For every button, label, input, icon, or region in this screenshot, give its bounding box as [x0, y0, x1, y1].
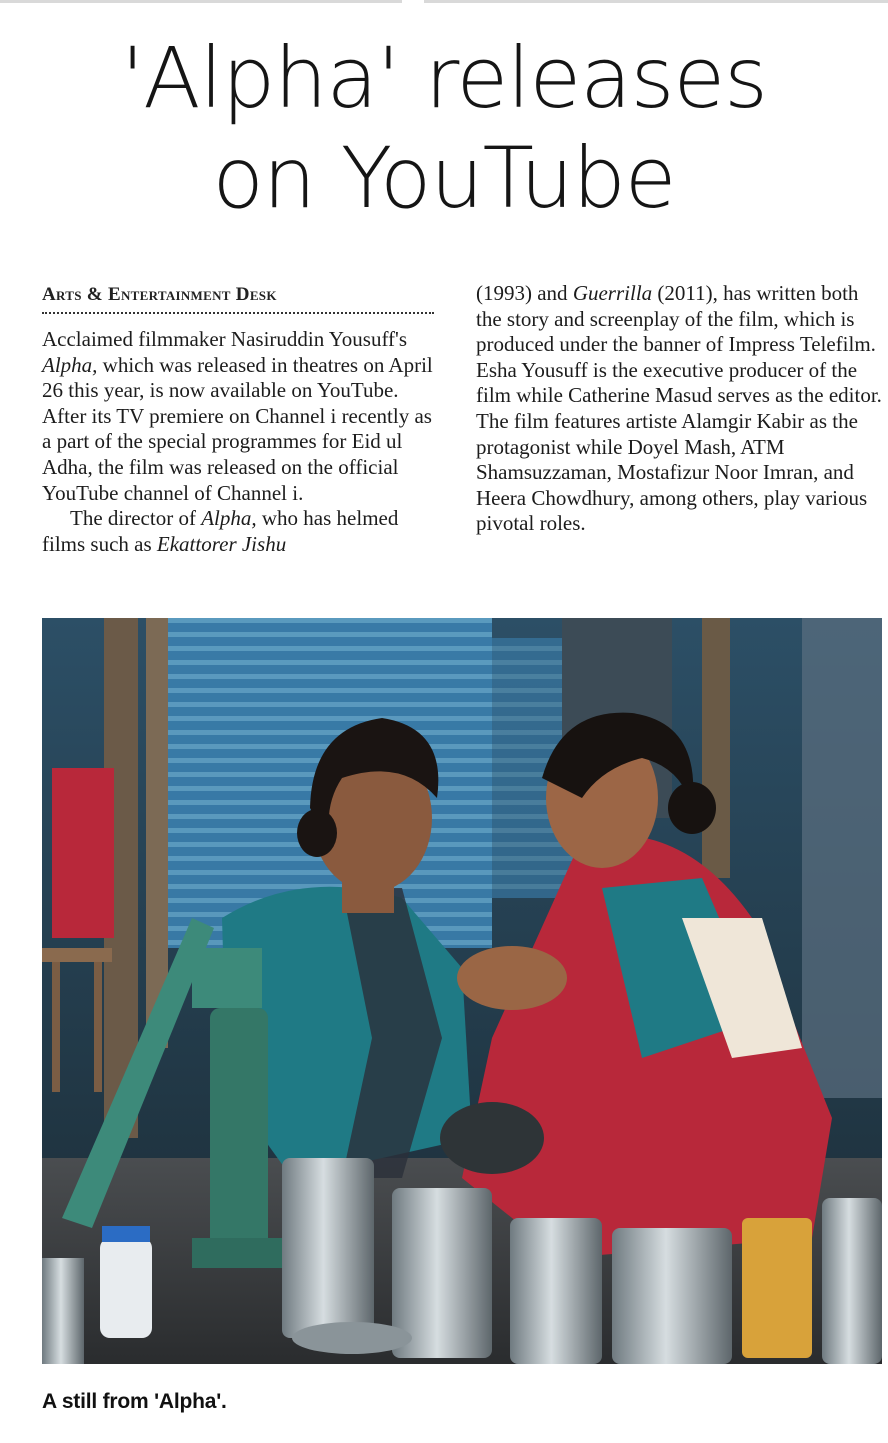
film-title: Alpha, [201, 506, 257, 531]
headline [0, 28, 888, 228]
headline-line-1: 'Alpha' releases [121, 29, 767, 127]
film-still-photo [42, 618, 882, 1364]
film-title: Alpha, [42, 352, 98, 377]
top-rule-right [424, 0, 888, 3]
film-title: Guerrilla [572, 281, 653, 305]
headline-line-2: on YouTube [212, 129, 676, 227]
paragraph-1: Acclaimed filmmaker Nasiruddin Yousuff's Alpha, which was released in theatres on April 26 this year, is now available on YouTube. After its TV premiere on Channel i recently as a part of the special programmes for Eid ul Adha, the film was released on the official YouTube channel of Channel i. [42, 327, 433, 505]
paragraph-2: The director of Alpha, who has helmed films such as Ekattorer Jishu [42, 506, 399, 556]
article-column-2 [476, 281, 886, 537]
film-still-illustration [42, 618, 882, 1364]
top-rule-left [0, 0, 402, 3]
article-column-1 [42, 327, 440, 557]
photo-caption: A still from 'Alpha'. [42, 1390, 227, 1413]
byline-desk: Arts & Entertainment Desk [42, 284, 434, 314]
film-title: Ekattorer Jishu [156, 531, 287, 556]
paragraph-2-continued: (1993) and Guerrilla (2011), has written both the story and screenplay of the film, which is produced under the banner of Impress Telefilm. Esha Yousuff is the executive producer of the film while Catherine Masud serves as the editor. The film features artiste Alamgir Kabir as the protagonist while Doyel Mash, ATM Shamsuzzaman, Mostafizur Noor Imran, and Heera Chowdhury, among others, play various pivotal roles. [476, 281, 882, 536]
